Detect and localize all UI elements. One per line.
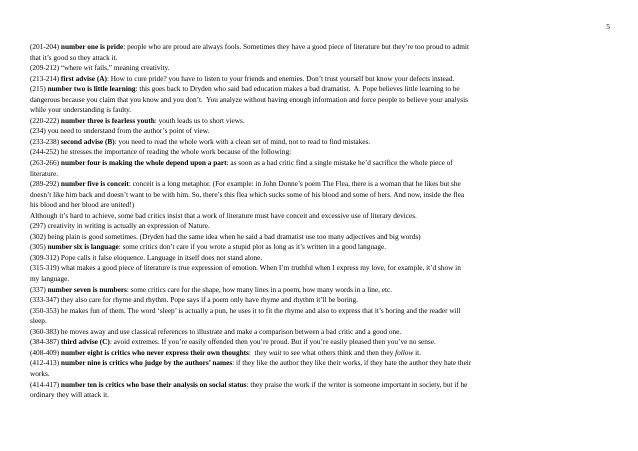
paragraph bbox=[30, 211, 610, 222]
bold-heading-text: number six is language bbox=[47, 242, 119, 252]
body-text: his blood and her blood are united!) bbox=[30, 200, 135, 210]
text-line bbox=[30, 74, 610, 85]
bold-heading-text: first advise (A) bbox=[60, 73, 107, 83]
body-text: (215) bbox=[30, 84, 48, 94]
body-text: Although it’s hard to achieve, some bad critics insist that a work of literature must have conceit and excessive use of literary devices. bbox=[30, 210, 417, 220]
bold-heading-text: number nine is critics who judge by the authors’ names bbox=[60, 358, 233, 368]
paragraph bbox=[30, 126, 610, 137]
body-text: doesn’t like him back and doesn’t want to be with him. So, there’s this flea which sucks some of his blood and some of hers. And now, inside the flea bbox=[30, 189, 465, 199]
body-text: fails,” meaning creativity. bbox=[92, 63, 170, 73]
text-line bbox=[30, 369, 610, 380]
body-text: : if they like the author they like their works, if they hate the author they hate their bbox=[232, 358, 472, 368]
text-line bbox=[30, 253, 610, 264]
bold-heading-text: number ten is critics who base their analysis on social status bbox=[60, 379, 247, 389]
body-text: works. bbox=[30, 368, 50, 378]
body-text: : avoid extremes. If you’re easily offended then you’re proud. But if you’re easily pleased then you’ve no sense. bbox=[109, 337, 436, 347]
paragraph bbox=[30, 137, 610, 148]
body-text: (412-413) bbox=[30, 358, 61, 368]
body-text: : conceit is a long metaphor. (For example: in John Donne’s poem The Flea, there is a woman that he likes but she bbox=[128, 179, 461, 189]
body-text: (333-347) they also care for rhyme and rhythm. Pope says if a poem only have rhyme and rhythm it’ll be boring. bbox=[30, 295, 358, 305]
text-line bbox=[30, 306, 610, 317]
paragraph bbox=[30, 242, 610, 253]
bold-heading-text: number seven is numbers bbox=[47, 284, 127, 294]
body-text: : people who are proud are always fools. Sometimes they have a good piece of literature but they’re too proud to admit bbox=[123, 42, 469, 51]
text-line bbox=[30, 232, 610, 243]
body-text: that it’s good so they attack it. bbox=[30, 52, 118, 62]
text-line bbox=[30, 200, 610, 211]
body-text: : youth leads us to short views. bbox=[154, 115, 245, 125]
paragraph bbox=[30, 263, 610, 284]
text-line bbox=[30, 63, 610, 74]
bold-heading-text: second advise (B) bbox=[60, 136, 115, 146]
paragraph bbox=[30, 158, 610, 179]
text-line bbox=[30, 42, 610, 53]
body-text: (234) you need to understand from the author’s point of view. bbox=[30, 126, 210, 136]
text-line bbox=[30, 158, 610, 169]
text-line bbox=[30, 263, 610, 274]
italic-text: follow bbox=[395, 347, 414, 357]
body-text: (213-214) bbox=[30, 73, 61, 83]
paragraph bbox=[30, 63, 610, 74]
paragraph bbox=[30, 74, 610, 85]
body-text: : How to cure pride? you have to listen to your friends and enemies. Don’t trust yourself but know your defects instead. bbox=[106, 73, 455, 83]
text-line bbox=[30, 105, 610, 116]
body-text: (244-252) he stresses the importance of reading the whole work because of the following: bbox=[30, 147, 292, 157]
text-line bbox=[30, 126, 610, 137]
bold-heading-text: third advise (C) bbox=[60, 337, 110, 347]
text-line bbox=[30, 84, 610, 95]
bold-heading-text: number one is pride bbox=[60, 42, 124, 51]
paragraph bbox=[30, 285, 610, 296]
body-text: : as soon as a bad critic find a single mistake he’d sacrifice the whole piece of bbox=[226, 158, 453, 168]
paragraph bbox=[30, 116, 610, 127]
italic-text: wait bbox=[268, 347, 282, 357]
text-line bbox=[30, 358, 610, 369]
body-text: it. bbox=[413, 347, 421, 357]
text-line bbox=[30, 274, 610, 285]
italic-text: wit bbox=[83, 63, 93, 73]
body-text: : you need to read the whole work with a clean set of mind, not to read to find mistakes. bbox=[114, 136, 371, 146]
body-text: (297) creativity in writing is actually an expression of Nature. bbox=[30, 221, 210, 231]
body-text: (408-409) bbox=[30, 347, 61, 357]
text-line bbox=[30, 179, 610, 190]
body-text: : some critics care for the shape, how many lines in a poem, how many words in a line, etc. bbox=[126, 284, 393, 294]
body-text: literature. bbox=[30, 168, 59, 178]
bold-heading-text: number four is making the whole depend upon a part bbox=[60, 158, 227, 168]
bold-heading-text: number eight is critics who never express their own thoughts bbox=[60, 347, 249, 357]
body-text: (305) bbox=[30, 242, 48, 252]
paragraph bbox=[30, 147, 610, 158]
body-text: (220-222) bbox=[30, 115, 61, 125]
text-line bbox=[30, 211, 610, 222]
paragraph bbox=[30, 42, 610, 63]
body-text: sleep. bbox=[30, 316, 47, 326]
body-text: (384-387) bbox=[30, 337, 61, 347]
bold-heading-text: number two is little learning bbox=[47, 84, 136, 94]
body-text: : some critics don’t care if you wrote a stupid plot as long as it’s written in a good language. bbox=[118, 242, 387, 252]
body-text: to see what others think and then they bbox=[281, 347, 396, 357]
text-line bbox=[30, 137, 610, 148]
text-line bbox=[30, 285, 610, 296]
paragraph bbox=[30, 380, 610, 401]
body-text: (337) bbox=[30, 284, 48, 294]
page-number: 5 bbox=[606, 22, 610, 31]
paragraph bbox=[30, 337, 610, 348]
text-line bbox=[30, 242, 610, 253]
paragraph bbox=[30, 327, 610, 338]
text-line bbox=[30, 295, 610, 306]
body-text: (315-319) what makes a good piece of literature is true expression of emotion. When I’m truthful when I express my love, for example, it’d show in bbox=[30, 263, 461, 273]
text-line bbox=[30, 169, 610, 180]
body-text: (350-353) he makes fun of them. The word ‘sleep’ is actually a pun, he uses it to fit the rhyme and also to express that it’s boring and the reader will bbox=[30, 305, 461, 315]
body-text: (414-417) bbox=[30, 379, 61, 389]
paragraph bbox=[30, 358, 610, 379]
body-text: dangerous because you claim that you know and you don’t. You analyze without having enough information and force people to believe your analysis bbox=[30, 94, 468, 104]
body-text: (289-292) bbox=[30, 179, 61, 189]
body-text: my language. bbox=[30, 274, 70, 284]
body-text: ordinary they will attack it. bbox=[30, 390, 109, 400]
body-text: : this goes back to Dryden who said bad education makes a bad dramatist. A. Pope believes little learning to be bbox=[135, 84, 460, 94]
body-text: (209-212) “where bbox=[30, 63, 84, 73]
text-line bbox=[30, 95, 610, 106]
paragraph bbox=[30, 84, 610, 116]
body-text: (263-266) bbox=[30, 158, 61, 168]
text-line bbox=[30, 53, 610, 64]
paragraph bbox=[30, 306, 610, 327]
paragraph bbox=[30, 232, 610, 243]
bold-heading-text: number three is fearless youth bbox=[60, 115, 155, 125]
text-line bbox=[30, 316, 610, 327]
paragraph bbox=[30, 295, 610, 306]
body-text: : they bbox=[248, 347, 269, 357]
text-line bbox=[30, 190, 610, 201]
text-line bbox=[30, 390, 610, 401]
text-line bbox=[30, 380, 610, 391]
paragraph bbox=[30, 179, 610, 211]
body-text: (302) being plain is good sometimes. (Dryden had the same idea when he said a bad dramatist use too many adjectives and big words) bbox=[30, 231, 421, 241]
text-line bbox=[30, 221, 610, 232]
body-text: (309-312) Pope calls it false eloquence. Language in itself does not stand alone. bbox=[30, 252, 263, 262]
paragraph bbox=[30, 253, 610, 264]
body-text: (233-238) bbox=[30, 136, 61, 146]
body-text: (201-204) bbox=[30, 42, 61, 51]
paragraph bbox=[30, 221, 610, 232]
text-line bbox=[30, 116, 610, 127]
text-line bbox=[30, 348, 610, 359]
body-text: while your understanding is faulty. bbox=[30, 105, 132, 115]
body-text: (360-383) he moves away and use classical references to illustrate and make a comparison between a bad critic and a good one. bbox=[30, 326, 402, 336]
text-line bbox=[30, 147, 610, 158]
document-body bbox=[30, 42, 610, 401]
text-line bbox=[30, 327, 610, 338]
paragraph bbox=[30, 348, 610, 359]
text-line bbox=[30, 337, 610, 348]
body-text: : they praise the work if the writer is someone important in society, but if he bbox=[246, 379, 468, 389]
bold-heading-text: number five is conceit bbox=[60, 179, 129, 189]
